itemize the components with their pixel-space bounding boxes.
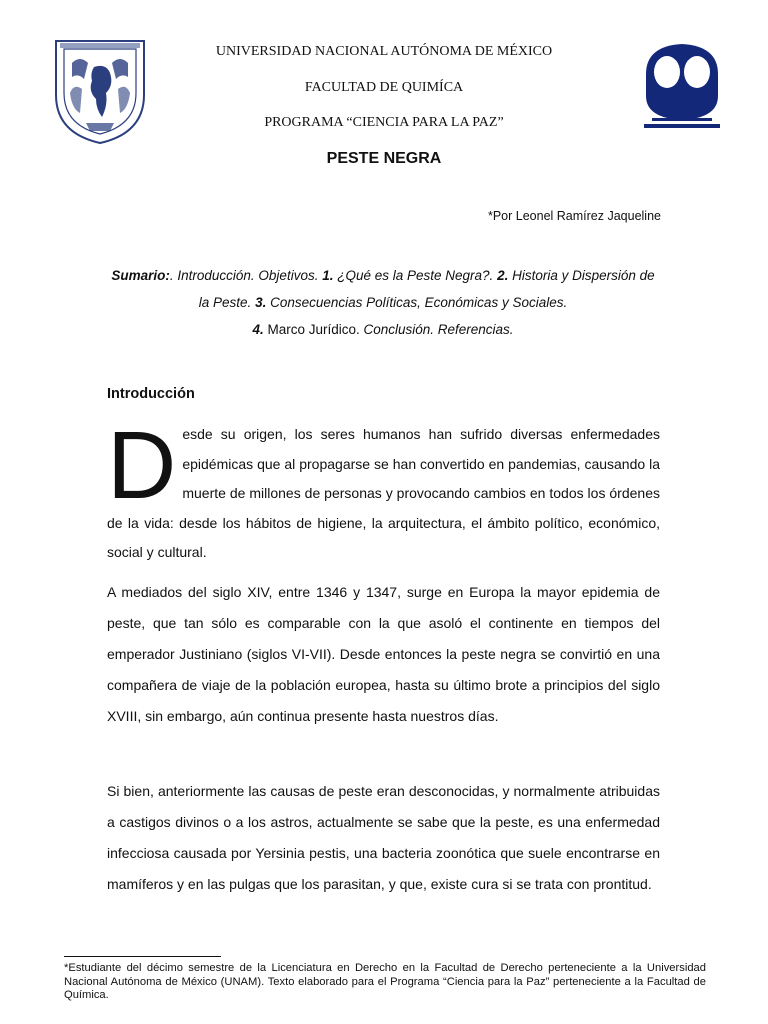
footnote: *Estudiante del décimo semestre de la Licenciatura en Derecho en la Facultad de Derecho perteneciente a la Universidad Nacional Autónoma de México (UNAM). Texto elaborado para el Programa “Ciencia para la Paz” perteneciente a la Facultad de Química. bbox=[64, 962, 706, 1001]
faculty-name: FACULTAD DE QUIMÍCA bbox=[304, 80, 464, 95]
paragraph-3: Si bien, anteriormente las causas de peste eran desconocidas, y normalmente atribuidas a castigos divinos o a los astros, actualmente se sabe que la peste, es una enfermedad infecciosa causada por Yersinia pestis, una bacteria zoonótica que suele encontrarse en mamíferos y en las pulgas que los parasitan, y que, existe cura si se trata con prontitud. bbox=[107, 783, 660, 892]
sumario bbox=[105, 262, 661, 343]
paragraph-1 bbox=[107, 412, 660, 568]
sumario-n4: 4. bbox=[252, 322, 264, 337]
unam-crest-logo bbox=[50, 33, 150, 147]
paragraph-1-text: esde su origen, los seres humanos han sufrido diversas enfermedades epidémicas que al propagarse se han convertido en pandemias, causando la muerte de millones de personas y provocando cambios en todos los órdenes de la vida: desde los hábitos de higiene, la arquitectura, el ámbito político, económico, social y cultural. bbox=[107, 426, 660, 560]
sumario-n2: 2. bbox=[497, 268, 509, 283]
footnote-divider bbox=[64, 956, 221, 957]
sumario-n3: 3. bbox=[255, 295, 267, 310]
drop-cap: D bbox=[107, 412, 177, 519]
sumario-seg3: Historia y Dispersión de la Peste. bbox=[198, 268, 655, 310]
sumario-seg4: Consecuencias Políticas, Económicas y Sociales. bbox=[266, 295, 568, 310]
sumario-n1: 1. bbox=[322, 268, 334, 283]
sumario-seg6: Conclusión. Referencias. bbox=[359, 322, 514, 337]
sumario-seg2: ¿Qué es la Peste Negra?. bbox=[333, 268, 498, 283]
author-line: *Por Leonel Ramírez Jaqueline bbox=[487, 209, 661, 223]
program-name: PROGRAMA “CIENCIA PARA LA PAZ” bbox=[264, 115, 504, 130]
facultad-quimica-owl-logo bbox=[640, 34, 724, 130]
sumario-seg1: . Introducción. Objetivos. bbox=[169, 268, 323, 283]
section-heading: Introducción bbox=[107, 386, 195, 402]
document-title: PESTE NEGRA bbox=[326, 150, 442, 167]
sumario-label: Sumario: bbox=[111, 268, 170, 283]
university-name: UNIVERSIDAD NACIONAL AUTÓNOMA DE MÉXICO bbox=[215, 44, 553, 59]
paragraph-2: A mediados del siglo XIV, entre 1346 y 1347, surge en Europa la mayor epidemia de peste, que tan sólo es comparable con la que asoló el continente en tiempos del emperador Justiniano (siglos VI-VII). Desde entonces la peste negra se convirtió en una compañera de viaje de la población europea, hasta su último brote a principios del siglo XVIII, sin embargo, aún continua presente hasta nuestros días. bbox=[107, 584, 660, 724]
sumario-seg5: Marco Jurídico. bbox=[263, 322, 360, 337]
